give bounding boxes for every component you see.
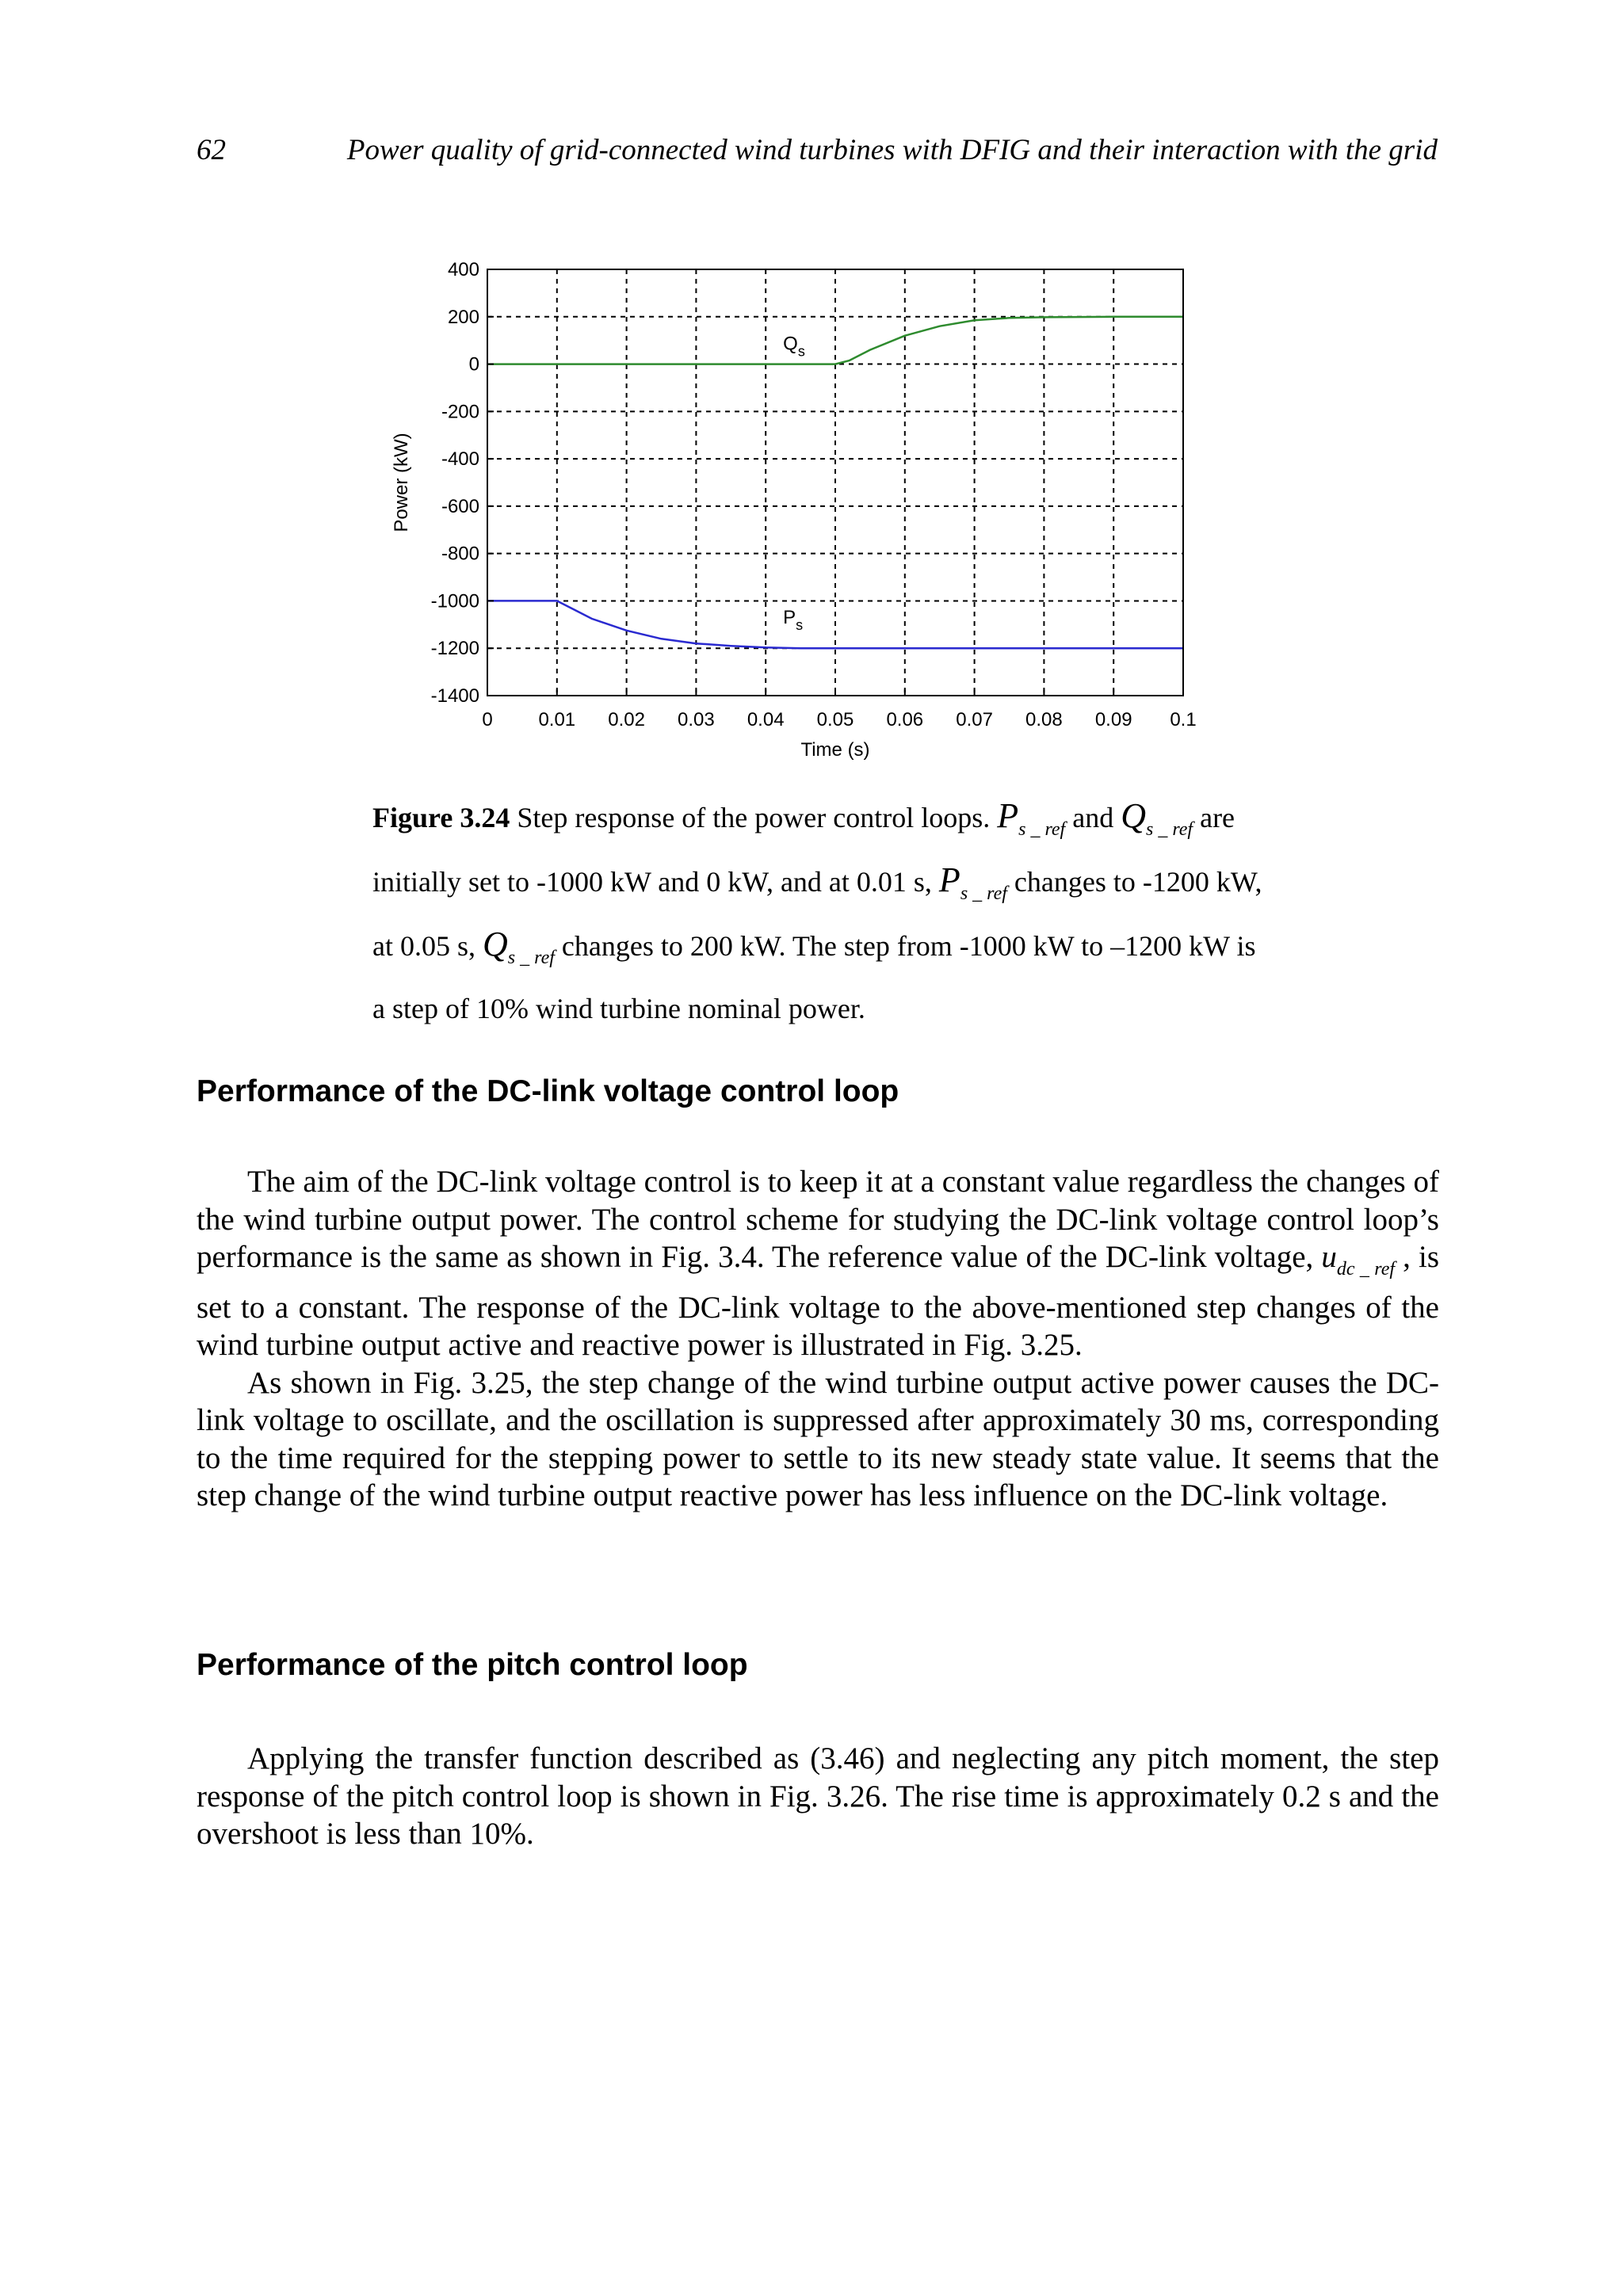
- caption-text: changes to 200 kW. The step from -1000 kW to –1200 kW is a step of 10% wind turbine nominal power.: [372, 930, 1256, 1024]
- chart-grid: [487, 269, 1183, 696]
- caption-text: and: [1065, 802, 1121, 833]
- section-heading-pitch: Performance of the pitch control loop: [197, 1648, 748, 1682]
- caption-text: Step response of the power control loops.: [510, 802, 998, 833]
- y-tick-label: -1400: [430, 685, 479, 707]
- section-heading-dclink: Performance of the DC-link voltage control loop: [197, 1074, 899, 1108]
- running-title: Power quality of grid-connected wind turbines with DFIG and their interaction with the grid: [346, 134, 1438, 166]
- y-tick-label: -800: [441, 543, 479, 565]
- chart-ticks: [431, 259, 1197, 730]
- x-tick-label: 0.06: [886, 709, 924, 730]
- page-number: 62: [197, 134, 226, 166]
- math-udc-ref: $u_{dc \_ ref}$: [1321, 1240, 1396, 1280]
- x-tick-label: 0.07: [956, 709, 993, 730]
- y-tick-label: 200: [447, 306, 479, 328]
- paragraph: As shown in Fig. 3.25, the step change of the wind turbine output active power causes the DC-link voltage to oscillate, and the oscillation is suppressed after approximately 30 ms, corresponding to the time required for the stepping power to settle to its new steady state value. It seems that the step change of the wind turbine output reactive power has less influence on the DC-link voltage.: [197, 1365, 1439, 1512]
- y-axis-label: Power (kW): [391, 433, 412, 532]
- x-axis-label: Time (s): [800, 739, 870, 761]
- caption-text: are initially set to -1000 kW and 0 kW, and at 0.01 s,: [372, 802, 1235, 898]
- x-tick-label: 0.01: [538, 709, 576, 730]
- section-body-pitch: [197, 1740, 1439, 1853]
- x-tick-label: 0.05: [816, 709, 854, 730]
- y-tick-label: 0: [468, 353, 479, 376]
- power-step-response-chart: [388, 254, 1220, 776]
- math-qs-ref: $Q_{s \_ ref}$: [483, 925, 555, 968]
- x-tick-label: 0: [482, 709, 493, 730]
- y-tick-label: -200: [441, 401, 479, 423]
- figure-caption: [372, 791, 1268, 1034]
- x-tick-label: 0.08: [1025, 709, 1063, 730]
- x-tick-label: 0.1: [1170, 709, 1197, 730]
- x-tick-label: 0.02: [608, 709, 645, 730]
- x-tick-label: 0.09: [1094, 709, 1132, 730]
- section-body-dclink: [197, 1163, 1439, 1515]
- figure-3-24: [388, 254, 1220, 780]
- paragraph: The aim of the DC-link voltage control is to keep it at a constant value regardless the changes of the wind turbine output power. The control scheme for studying the DC-link voltage control loop’s performance is the same as shown in Fig. 3.4. The reference value of the DC-link voltage, $u_{dc \_ ref}$ , is set to a constant. The response of the DC-link voltage to the above-mentioned step changes of the wind turbine output active and reactive power is illustrated in Fig. 3.25.: [197, 1165, 1439, 1362]
- series-label-qs: $Q_s$: [783, 333, 805, 360]
- y-tick-label: -600: [441, 495, 479, 517]
- series-label-ps: $P_s$: [783, 606, 804, 633]
- math-qs-ref: $Q_{s \_ ref}$: [1121, 796, 1193, 840]
- y-tick-label: 400: [447, 259, 479, 280]
- x-tick-label: 0.04: [747, 709, 785, 730]
- paragraph: Applying the transfer function described as (3.46) and neglecting any pitch moment, the step response of the pitch control loop is shown in Fig. 3.26. The rise time is approximately 0.2 s and the overshoot is less than 10%.: [197, 1741, 1439, 1851]
- y-tick-label: -1200: [430, 638, 479, 660]
- caption-text: changes to -1200 kW, at 0.05 s,: [372, 866, 1262, 962]
- x-tick-label: 0.03: [678, 709, 715, 730]
- y-tick-label: -1000: [430, 590, 479, 612]
- math-ps-ref: $P_{s \_ ref}$: [997, 796, 1066, 840]
- math-ps-ref: $P_{s \_ ref}$: [938, 860, 1007, 904]
- figure-label: Figure 3.24: [372, 802, 510, 833]
- y-tick-label: -400: [441, 448, 479, 471]
- running-header: [197, 133, 1438, 173]
